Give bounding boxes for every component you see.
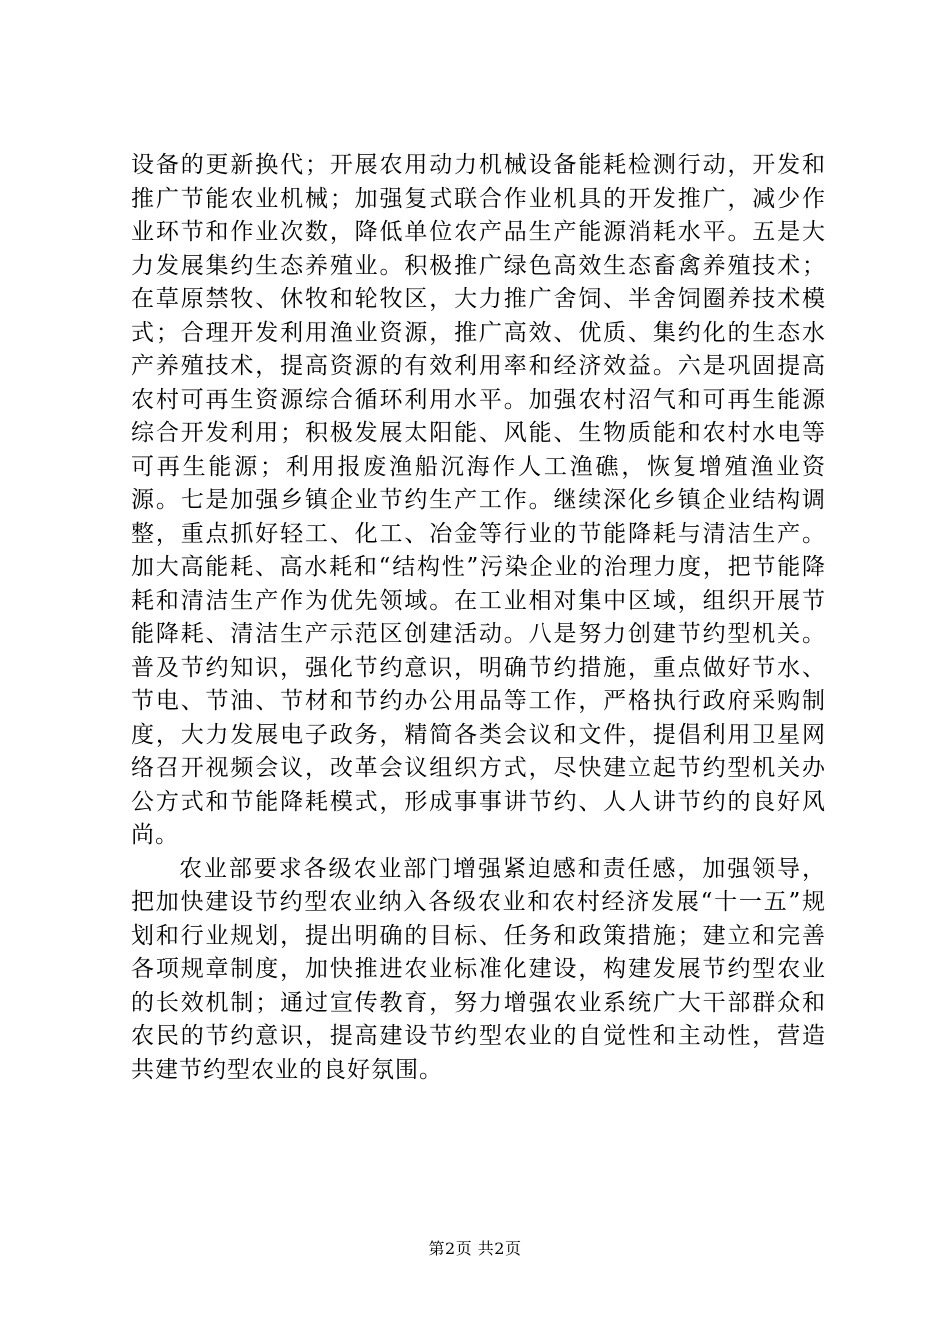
paragraph-ministry-requirements: 农业部要求各级农业部门增强紧迫感和责任感，加强领导，把加快建设节约型农业纳入各级农业和农村经济发展“十一五”规划和行业规划，提出明确的目标、任务和政策措施；建立和完善各项规章制度，加快推进农业标准化建设，构建发展节约型农业的长效机制；通过宣传教育，努力增强农业系统广大干部群众和农民的节约意识，提高建设节约型农业的自觉性和主动性，营造共建节约型农业的良好氛围。 <box>131 855 826 1083</box>
page-number-footer: 第2页 共2页 <box>428 1239 522 1258</box>
paragraph-continuation: 设备的更新换代；开展农用动力机械设备能耗检测行动，开发和推广节能农业机械；加强复式联合作业机具的开发推广，减少作业环节和作业次数，降低单位农产品生产能源消耗水平。五是大力发展集约生态养殖业。积极推广绿色高效生态畜禽养殖技术；在草原禁牧、休牧和轮牧区，大力推广舍饲、半舍饲圈养技术模式；合理开发利用渔业资源，推广高效、优质、集约化的生态水产养殖技术，提高资源的有效利用率和经济效益。六是巩固提高农村可再生资源综合循环利用水平。加强农村沼气和可再生能源综合开发利用；积极发展太阳能、风能、生物质能和农村水电等可再生能源；利用报废渔船沉海作人工渔礁，恢复增殖渔业资源。七是加强乡镇企业节约生产工作。继续深化乡镇企业结构调整，重点抓好轻工、化工、冶金等行业的节能降耗与清洁生产。加大高能耗、高水耗和“结构性”污染企业的治理力度，把节能降耗和清洁生产作为优先领域。在工业相对集中区域，组织开展节能降耗、清洁生产示范区创建活动。八是努力创建节约型机关。普及节约知识，强化节约意识，明确节约措施，重点做好节水、节电、节油、节材和节约办公用品等工作，严格执行政府采购制度，大力发展电子政务，精简各类会议和文件，提倡利用卫星网络召开视频会议，改革会议组织方式，尽快建立起节约型机关办公方式和节能降耗模式，形成事事讲节约、人人讲节约的良好风尚。 <box>131 152 826 848</box>
document-body <box>131 149 826 1087</box>
